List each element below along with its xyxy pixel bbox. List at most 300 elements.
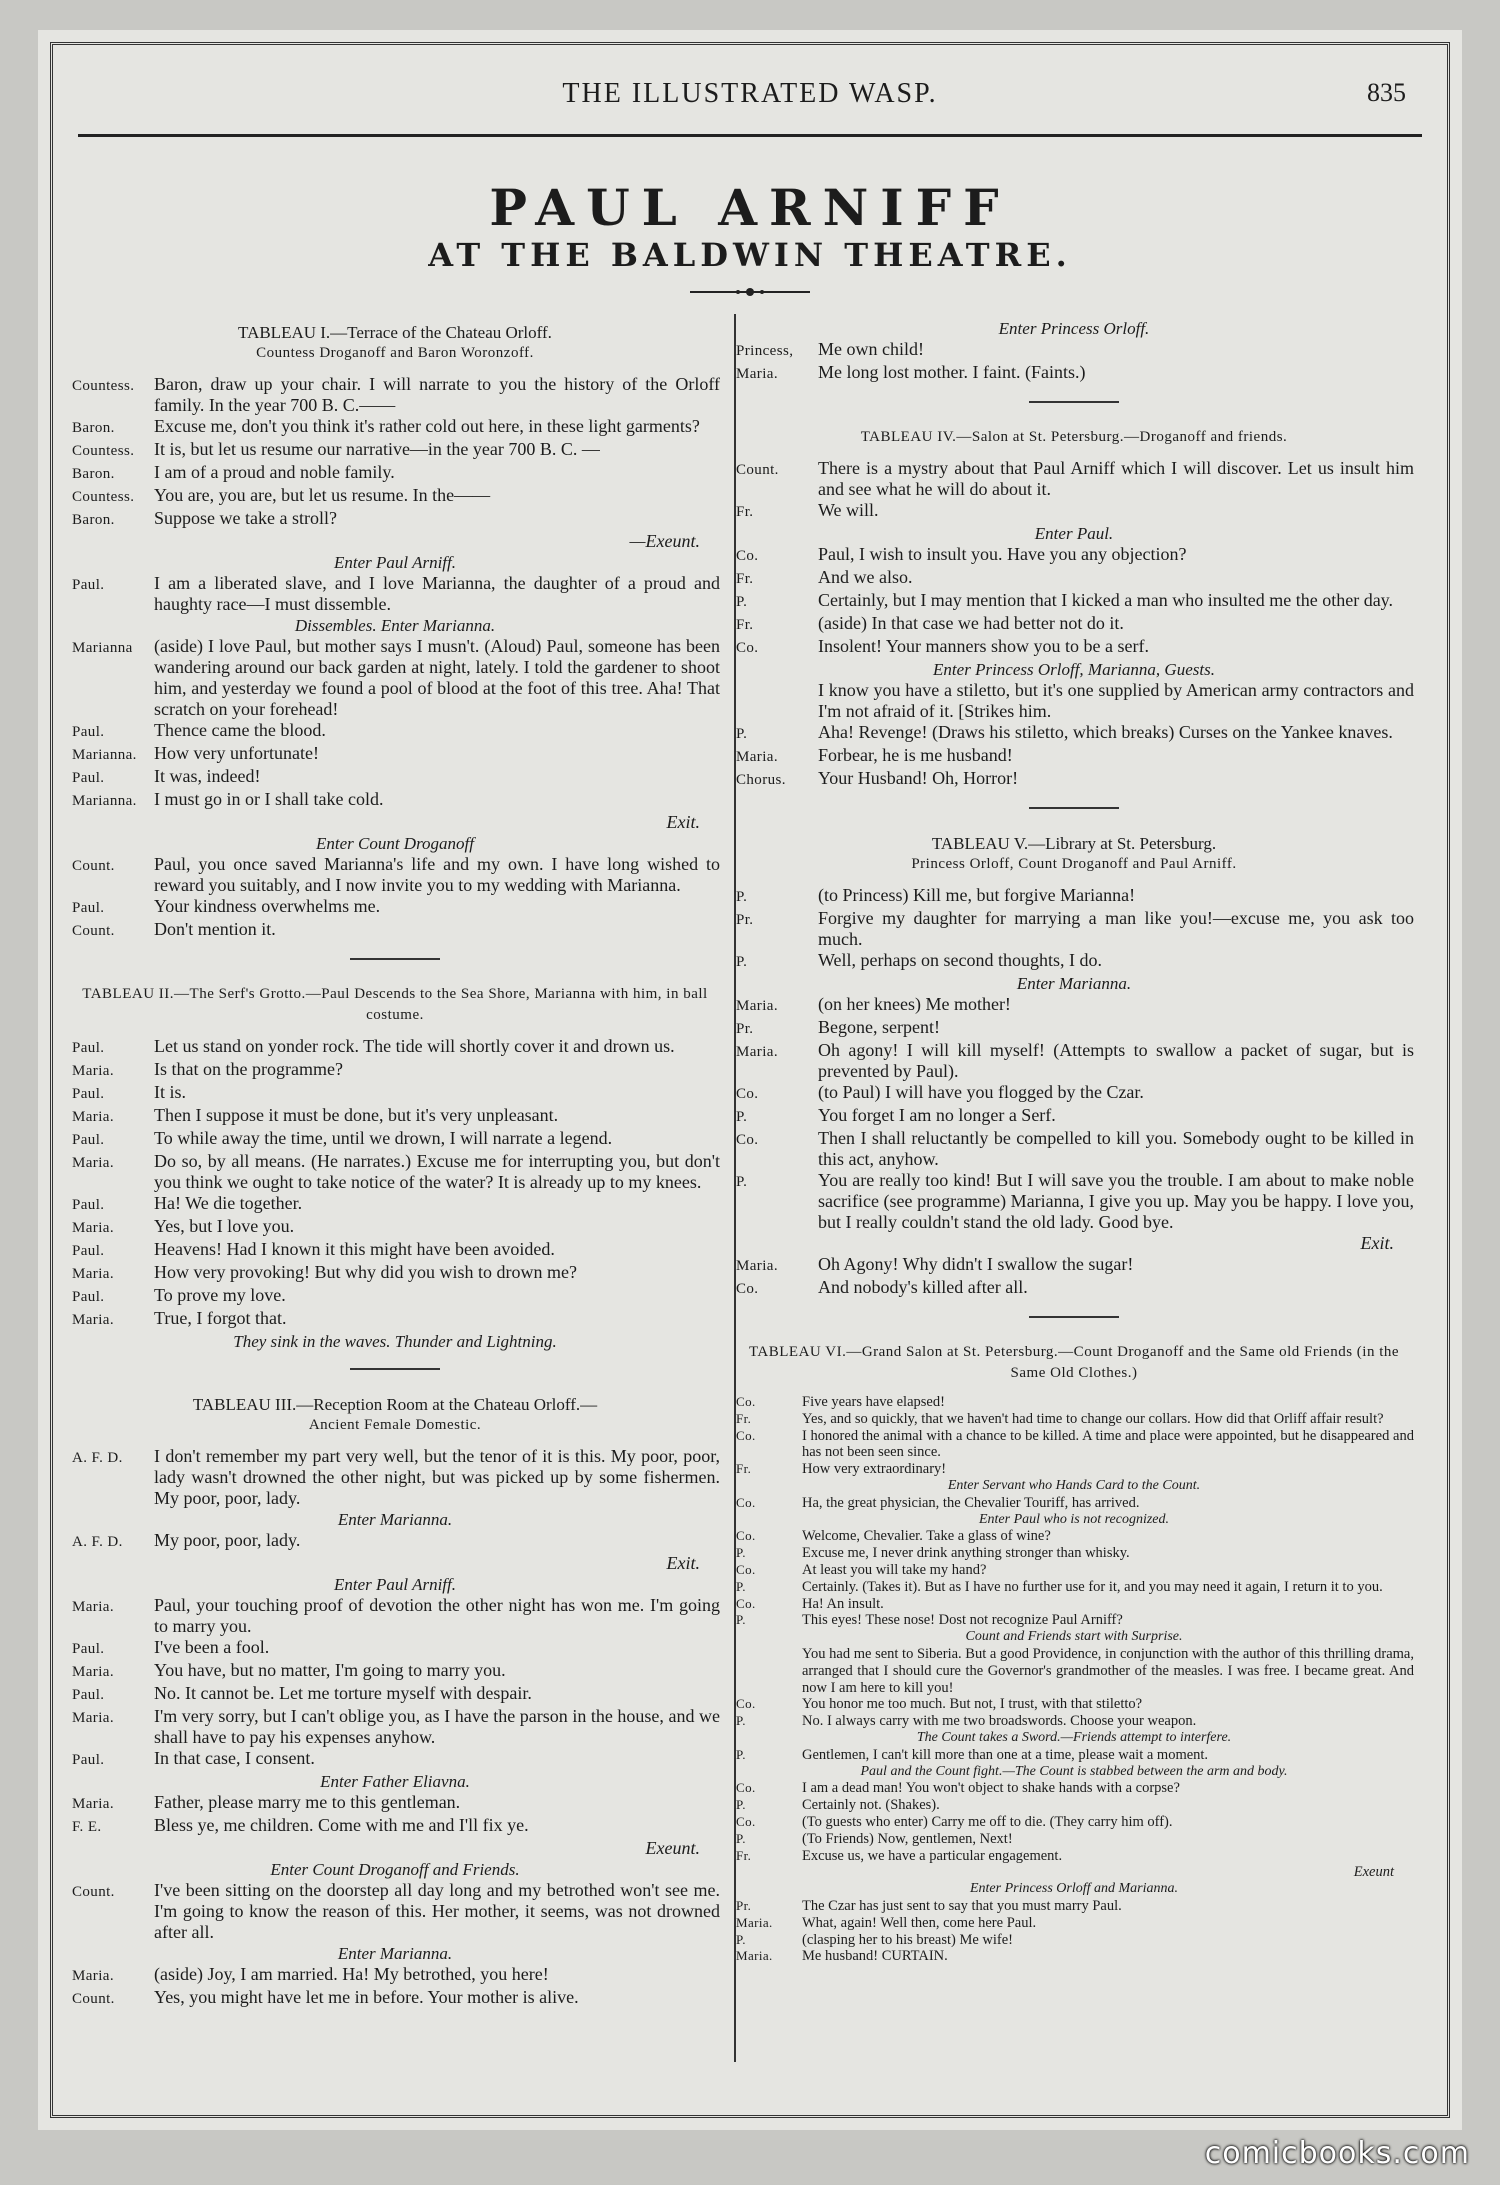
tableau-3-continued — [734, 318, 1414, 385]
dialogue-text: No. It cannot be. Let me torture myself with despair. — [154, 1683, 532, 1703]
dialogue-text: Excuse us, we have a particular engagement. — [802, 1847, 1063, 1864]
tableau-1-heading — [70, 322, 720, 364]
dialogue-text: It is. — [154, 1082, 187, 1102]
dialogue-text: How very provoking! But why did you wish to drown me? — [154, 1262, 577, 1282]
dialogue-line — [70, 1815, 720, 1838]
dialogue-line — [70, 1792, 720, 1815]
section-divider — [350, 958, 440, 960]
dialogue-text: (to Princess) Kill me, but forgive Marianna! — [818, 885, 1136, 905]
dialogue-text: You have, but no matter, I'm going to marry you. — [154, 1660, 506, 1680]
dialogue-text: This eyes! These nose! Dost not recognize Paul Arniff? — [802, 1612, 1123, 1629]
speaker-name: Maria. — [736, 1044, 778, 1060]
dialogue-line — [734, 544, 1414, 567]
stage-direction: Enter Marianna. — [1016, 974, 1132, 993]
dialogue-text: I don't remember my part very well, but the tenor of it is this. My poor, poor, lady wasn't drowned the other night, but was picked up by some fishermen. My poor, poor, lady. — [154, 1446, 720, 1508]
stage-direction: The Count takes a Sword.—Friends attempt to interfere. — [916, 1729, 1232, 1745]
dialogue-line — [70, 1128, 720, 1151]
dialogue-line — [734, 1898, 1414, 1915]
speaker-name: Maria. — [736, 749, 778, 765]
dialogue-text: Ha, the great physician, the Chevalier Touriff, has arrived. — [802, 1494, 1140, 1511]
speaker-name: P. — [736, 1578, 746, 1594]
dialogue-text: How very extraordinary! — [802, 1461, 947, 1478]
stage-direction: Enter Princess Orloff. — [998, 319, 1150, 338]
dialogue-line — [70, 1059, 720, 1082]
speaker-name: Paul. — [72, 1040, 105, 1056]
tableau-5-title: TABLEAU V.—Library at St. Petersburg. — [931, 834, 1217, 853]
dialogue-text: Don't mention it. — [154, 919, 276, 939]
speaker-name: Maria. — [736, 1258, 778, 1274]
speaker-name: Paul. — [72, 770, 105, 786]
speaker-name: Paul. — [72, 1132, 105, 1148]
tableau-6-heading — [734, 1342, 1414, 1384]
dialogue-line — [734, 1082, 1414, 1105]
dialogue-line — [70, 1239, 720, 1262]
dialogue-line — [70, 1151, 720, 1193]
dialogue-text: Oh agony! I will kill myself! (Attempts to swallow a packet of sugar, but is prevented by Paul). — [818, 1040, 1414, 1081]
dialogue-text: Paul, I wish to insult you. Have you any objection? — [818, 544, 1187, 564]
dialogue-text: Me own child! — [818, 339, 924, 359]
dialogue-text: My poor, poor, lady. — [154, 1530, 301, 1550]
dialogue-text: Thence came the blood. — [154, 720, 326, 740]
dialogue-line — [70, 1637, 720, 1660]
dialogue-text: Baron, draw up your chair. I will narrate to you the history of the Orloff family. In the year 700 B. C.—— — [154, 374, 720, 415]
dialogue-line — [70, 508, 720, 531]
dialogue-text: In that case, I consent. — [154, 1748, 315, 1768]
dialogue-line — [734, 1596, 1414, 1613]
exit-direction: —Exeunt. — [629, 531, 700, 551]
tableau-3-heading — [70, 1394, 720, 1436]
speaker-name: Countess. — [72, 489, 135, 505]
tableau-4-dialogue — [734, 458, 1414, 791]
dialogue-text: Me husband! CURTAIN. — [802, 1948, 948, 1965]
dialogue-line — [70, 1987, 720, 2010]
speaker-name: Co. — [736, 1813, 756, 1829]
speaker-name: P. — [736, 1746, 746, 1762]
dialogue-text: (aside) I love Paul, but mother says I musn't. (Aloud) Paul, someone has been wandering around our back garden at night, lately. I told the gardener to shoot him, and yesterday we found a pool of blood at the foot of this tree. Aha! That scratch on your forehead! — [154, 636, 720, 719]
tableau-1-dialogue — [70, 374, 720, 942]
dialogue-line — [734, 1128, 1414, 1170]
dialogue-text: Then I shall reluctantly be compelled to kill you. Somebody ought to be killed in this act, anyhow. — [818, 1128, 1414, 1169]
stage-direction: Enter Princess Orloff and Marianna. — [969, 1881, 1179, 1897]
dialogue-line — [734, 500, 1414, 523]
dialogue-text: I know you have a stiletto, but it's one supplied by American army contractors and I'm not afraid of it. [Strikes him. — [818, 680, 1414, 721]
dialogue-text: (on her knees) Me mother! — [818, 994, 1011, 1014]
speaker-name: Marianna. — [72, 747, 137, 763]
dialogue-text: Paul, you once saved Marianna's life and my own. I have long wished to reward you suitably, and I now invite you to my wedding with Marianna. — [154, 854, 720, 895]
speaker-name: Co. — [736, 1595, 756, 1611]
dialogue-line — [70, 1595, 720, 1637]
dialogue-text: Welcome, Chevalier. Take a glass of wine? — [802, 1528, 1051, 1545]
dialogue-text: Then I suppose it must be done, but it's very unpleasant. — [154, 1105, 559, 1125]
page-subtitle: AT THE BALDWIN THEATRE. — [428, 236, 1072, 274]
dialogue-text: At least you will take my hand? — [802, 1561, 987, 1578]
stage-direction: Enter Marianna. — [337, 1944, 453, 1963]
speaker-name: Maria. — [72, 1599, 114, 1615]
title-ornament — [690, 286, 810, 298]
dialogue-line — [734, 1915, 1414, 1932]
speaker-name: Paul. — [72, 1289, 105, 1305]
speaker-name: Count. — [736, 462, 779, 478]
dialogue-text: I've been a fool. — [154, 1637, 270, 1657]
dialogue-line — [70, 1964, 720, 1987]
dialogue-text: What, again! Well then, come here Paul. — [802, 1914, 1037, 1931]
dialogue-line — [734, 908, 1414, 950]
speaker-name: Maria. — [72, 1109, 114, 1125]
stage-direction: Enter Count Droganoff — [315, 834, 475, 853]
speaker-name: Maria. — [72, 1710, 114, 1726]
speaker-name: Fr. — [736, 571, 754, 587]
dialogue-line — [70, 854, 720, 896]
dialogue-text: I honored the animal with a chance to be killed. A time and place were appointed, but he disappeared and has not been seen since. — [802, 1427, 1414, 1461]
dialogue-line — [734, 1495, 1414, 1512]
dialogue-line — [734, 1411, 1414, 1428]
speaker-name: P. — [736, 726, 748, 742]
dialogue-line — [70, 896, 720, 919]
dialogue-text: (clasping her to his breast) Me wife! — [802, 1931, 1013, 1948]
section-divider — [1029, 1316, 1119, 1318]
dialogue-line — [734, 1528, 1414, 1545]
dialogue-text: Your Husband! Oh, Horror! — [818, 768, 1019, 788]
dialogue-text: Forbear, he is me husband! — [818, 745, 1013, 765]
exit-direction: Exit. — [666, 812, 700, 832]
header-rule — [78, 134, 1422, 137]
dialogue-line — [70, 766, 720, 789]
speaker-name: Marianna — [72, 640, 133, 656]
speaker-name: Pr. — [736, 912, 754, 928]
speaker-name: Paul. — [72, 1752, 105, 1768]
dialogue-line — [734, 1428, 1414, 1462]
tableau-2-title: TABLEAU II.—The Serf's Grotto.—Paul Descends to the Sea Shore, Marianna with him, in ball costume. — [82, 986, 708, 1023]
stage-direction: Enter Paul Arniff. — [334, 553, 456, 572]
dialogue-line — [70, 462, 720, 485]
speaker-name: Baron. — [72, 420, 115, 436]
left-column — [70, 318, 720, 2010]
speaker-name: A. F. D. — [72, 1450, 123, 1466]
speaker-name: Fr. — [736, 1461, 752, 1477]
dialogue-line — [734, 1040, 1414, 1082]
speaker-name: Paul. — [72, 1243, 105, 1259]
dialogue-line — [70, 374, 720, 416]
dialogue-line — [734, 1579, 1414, 1596]
tableau-4-heading — [734, 427, 1414, 448]
speaker-name: Countess. — [72, 443, 135, 459]
dialogue-text: Your kindness overwhelms me. — [154, 896, 381, 916]
speaker-name: Pr. — [736, 1021, 754, 1037]
dialogue-text: To while away the time, until we drown, I will narrate a legend. — [154, 1128, 613, 1148]
speaker-name: Baron. — [72, 512, 115, 528]
dialogue-line — [734, 1713, 1414, 1730]
speaker-name: Pr. — [736, 1897, 752, 1913]
speaker-name: F. E. — [72, 1819, 102, 1835]
dialogue-line — [70, 1036, 720, 1059]
dialogue-line — [70, 743, 720, 766]
stage-direction: Enter Marianna. — [337, 1510, 453, 1529]
speaker-name: P. — [736, 1109, 748, 1125]
page-title: PAUL ARNIFF — [489, 178, 1011, 237]
dialogue-line — [70, 1530, 720, 1553]
speaker-name: Co. — [736, 640, 759, 656]
dialogue-text: I am a liberated slave, and I love Marianna, the daughter of a proud and haughty race—I must dissemble. — [154, 573, 720, 614]
speaker-name: Countess. — [72, 378, 135, 394]
dialogue-line — [734, 1461, 1414, 1478]
dialogue-text: (aside) In that case we had better not do it. — [818, 613, 1124, 633]
speaker-name: Co. — [736, 1696, 756, 1712]
right-column — [734, 318, 1414, 1965]
speaker-name: Co. — [736, 1394, 756, 1409]
dialogue-text: No. I always carry with me two broadswords. Choose your weapon. — [802, 1713, 1197, 1730]
stage-direction: They sink in the waves. Thunder and Lightning. — [233, 1332, 557, 1351]
dialogue-text: Yes, but I love you. — [154, 1216, 295, 1236]
dialogue-text: Let us stand on yonder rock. The tide will shortly cover it and drown us. — [154, 1036, 675, 1056]
speaker-name: Co. — [736, 1427, 756, 1443]
dialogue-text: Forgive my daughter for marrying a man like you!—excuse me, you ask too much. — [818, 908, 1414, 949]
dialogue-text: I am a dead man! You won't object to shake hands with a corpse? — [802, 1780, 1180, 1797]
dialogue-line — [734, 1545, 1414, 1562]
speaker-name: P. — [736, 1174, 748, 1190]
speaker-name: Maria. — [72, 1155, 114, 1171]
dialogue-text: Oh Agony! Why didn't I swallow the sugar! — [818, 1254, 1134, 1274]
exit-direction: Exeunt. — [645, 1838, 700, 1858]
dialogue-text: It was, indeed! — [154, 766, 261, 786]
tableau-5-cast: Princess Orloff, Count Droganoff and Paul Arniff. — [911, 856, 1237, 872]
dialogue-text: Ha! An insult. — [802, 1595, 884, 1612]
stage-direction: Count and Friends start with Surprise. — [965, 1629, 1183, 1645]
speaker-name: Paul. — [72, 1086, 105, 1102]
dialogue-line — [70, 1660, 720, 1683]
speaker-name: Paul. — [72, 1197, 105, 1213]
dialogue-line — [734, 1394, 1414, 1411]
section-divider — [1029, 807, 1119, 809]
dialogue-text: Bless ye, me children. Come with me and I'll fix ye. — [154, 1815, 529, 1835]
dialogue-line — [734, 362, 1414, 385]
dialogue-line — [734, 567, 1414, 590]
stage-direction: Enter Paul who is not recognized. — [978, 1511, 1170, 1527]
dialogue-line — [734, 1170, 1414, 1233]
speaker-name: Maria. — [72, 1968, 114, 1984]
speaker-name: Maria. — [72, 1266, 114, 1282]
dialogue-line — [734, 1932, 1414, 1949]
speaker-name: Co. — [736, 1086, 759, 1102]
speaker-name: Count. — [72, 1991, 115, 2007]
dialogue-text: Well, perhaps on second thoughts, I do. — [818, 950, 1103, 970]
dialogue-text: Certainly. (Takes it). But as I have no further use for it, and you may need it again, I return it to you. — [802, 1578, 1383, 1595]
dialogue-line — [734, 680, 1414, 722]
dialogue-text: You had me sent to Siberia. But a good Providence, in conjunction with the author of this thrilling drama, arranged that I should cure the Governor's grandmother of the measles. I was free. I became great. And now I am here to kill you! — [802, 1645, 1414, 1696]
dialogue-line — [70, 1446, 720, 1509]
dialogue-line — [70, 1308, 720, 1331]
speaker-name: Chorus. — [736, 772, 786, 788]
dialogue-line — [70, 1285, 720, 1308]
tableau-4-title: TABLEAU IV.—Salon at St. Petersburg.—Droganoff and friends. — [860, 429, 1288, 445]
speaker-name: Co. — [736, 1528, 756, 1544]
dialogue-text: Gentlemen, I can't kill more than one at a time, please wait a moment. — [802, 1746, 1209, 1763]
speaker-name: P. — [736, 1830, 746, 1846]
dialogue-text: True, I forgot that. — [154, 1308, 287, 1328]
dialogue-line — [70, 416, 720, 439]
dialogue-text: Excuse me, I never drink anything stronger than whisky. — [802, 1545, 1130, 1562]
dialogue-text: Suppose we take a stroll? — [154, 508, 337, 528]
dialogue-line — [734, 745, 1414, 768]
speaker-name: Count. — [72, 1884, 115, 1900]
tableau-3-dialogue — [70, 1446, 720, 2010]
dialogue-text: I am of a proud and noble family. — [154, 462, 395, 482]
tableau-3-cast: Ancient Female Domestic. — [308, 1417, 482, 1433]
dialogue-text: Do so, by all means. (He narrates.) Excuse me for interrupting you, but don't you think we ought to take notice of the water? It is already up to my knees. — [154, 1151, 720, 1192]
stage-direction: Enter Father Eliavna. — [320, 1772, 470, 1791]
dialogue-text: And we also. — [818, 567, 913, 587]
dialogue-line — [70, 1683, 720, 1706]
speaker-name: Maria. — [736, 366, 778, 382]
dialogue-text: We will. — [818, 500, 879, 520]
dialogue-text: (To guests who enter) Carry me off to die. (They carry him off). — [802, 1813, 1173, 1830]
dialogue-line — [734, 613, 1414, 636]
speaker-name: P. — [736, 889, 748, 905]
dialogue-text: There is a mystry about that Paul Arniff which I will discover. Let us insult him and see what he will do about it. — [818, 458, 1414, 499]
speaker-name: Maria. — [72, 1220, 114, 1236]
dialogue-text: You are really too kind! But I will save you the trouble. I am about to make noble sacrifice (see programme) Marianna, I give you up. May you be happy. I love you, but I really couldn't stand the old lady. Good bye. — [818, 1170, 1414, 1232]
speaker-name: Baron. — [72, 466, 115, 482]
speaker-name: P. — [736, 1713, 746, 1729]
stage-direction: Enter Paul Arniff. — [334, 1575, 456, 1594]
dialogue-text: Father, please marry me to this gentleman. — [154, 1792, 461, 1812]
dialogue-line — [70, 1748, 720, 1771]
dialogue-text: You forget I am no longer a Serf. — [818, 1105, 1056, 1125]
tableau-3-title: TABLEAU III.—Reception Room at the Chateau Orloff.— — [192, 1395, 598, 1414]
dialogue-text: And nobody's killed after all. — [818, 1277, 1028, 1297]
stage-direction: Enter Count Droganoff and Friends. — [270, 1860, 520, 1879]
tableau-1-cast: Countess Droganoff and Baron Woronzoff. — [256, 345, 534, 361]
dialogue-text: Certainly, but I may mention that I kicked a man who insulted me the other day. — [818, 590, 1394, 610]
speaker-name: P. — [736, 1797, 746, 1813]
speaker-name: Fr. — [736, 617, 754, 633]
dialogue-line — [734, 636, 1414, 659]
page-number: 835 — [1367, 78, 1406, 107]
speaker-name: Paul. — [72, 1641, 105, 1657]
dialogue-text: Aha! Revenge! (Draws his stiletto, which breaks) Curses on the Yankee knaves. — [818, 722, 1393, 742]
dialogue-text: Certainly not. (Shakes). — [802, 1797, 940, 1814]
exit-direction: Exit. — [666, 1553, 700, 1573]
speaker-name: Count. — [72, 923, 115, 939]
dialogue-line — [734, 994, 1414, 1017]
tableau-5-dialogue — [734, 885, 1414, 1300]
dialogue-line — [734, 1814, 1414, 1831]
speaker-name: Fr. — [736, 504, 754, 520]
masthead: THE ILLUSTRATED WASP. — [562, 78, 938, 109]
section-divider — [350, 1368, 440, 1370]
tableau-6-dialogue — [734, 1394, 1414, 1965]
dialogue-line — [734, 1780, 1414, 1797]
dialogue-line — [70, 919, 720, 942]
dialogue-line — [70, 439, 720, 462]
dialogue-text: Begone, serpent! — [818, 1017, 940, 1037]
dialogue-text: (to Paul) I will have you flogged by the Czar. — [818, 1082, 1144, 1102]
dialogue-line — [734, 1848, 1414, 1865]
dialogue-text: You are, you are, but let us resume. In the—— — [154, 485, 491, 505]
dialogue-line — [734, 1797, 1414, 1814]
dialogue-text: Insolent! Your manners show you to be a serf. — [818, 636, 1149, 656]
speaker-name: Co. — [736, 1132, 759, 1148]
dialogue-text: Yes, and so quickly, that we haven't had time to change our collars. How did that Orliff affair result? — [802, 1410, 1384, 1427]
dialogue-text: Ha! We die together. — [154, 1193, 303, 1213]
exit-direction: Exit. — [1360, 1233, 1394, 1253]
dialogue-text: It is, but let us resume our narrative—in the year 700 B. C. — — [154, 439, 600, 459]
tableau-1-title: TABLEAU I.—Terrace of the Chateau Orloff. — [238, 323, 552, 342]
dialogue-text: (aside) Joy, I am married. Ha! My betrothed, you here! — [154, 1964, 549, 1984]
dialogue-line — [70, 1706, 720, 1748]
dialogue-line — [734, 768, 1414, 791]
speaker-name: Fr. — [736, 1847, 752, 1863]
speaker-name: Co. — [736, 1561, 756, 1577]
dialogue-line — [70, 789, 720, 812]
speaker-name: Maria. — [72, 1063, 114, 1079]
dialogue-text: Heavens! Had I known it this might have been avoided. — [154, 1239, 555, 1259]
exit-direction: Exeunt — [1353, 1864, 1394, 1881]
site-watermark: comicbooks.com — [1204, 2136, 1470, 2171]
speaker-name: Maria. — [72, 1796, 114, 1812]
dialogue-text: You honor me too much. But not, I trust, with that stiletto? — [802, 1696, 1143, 1713]
dialogue-line — [70, 1216, 720, 1239]
tableau-2-dialogue — [70, 1036, 720, 1352]
speaker-name: P. — [736, 1931, 746, 1947]
dialogue-line — [734, 1277, 1414, 1300]
stage-direction: Enter Servant who Hands Card to the Count. — [947, 1477, 1201, 1493]
speaker-name: Paul. — [72, 577, 105, 593]
speaker-name: Co. — [736, 1494, 756, 1510]
dialogue-line — [70, 1105, 720, 1128]
stage-direction: Enter Princess Orloff, Marianna, Guests. — [933, 660, 1215, 679]
dialogue-text: Paul, your touching proof of devotion the other night has won me. I'm going to marry you. — [154, 1595, 720, 1636]
dialogue-text: Is that on the programme? — [154, 1059, 343, 1079]
speaker-name: Maria. — [736, 1914, 773, 1930]
dialogue-text: (To Friends) Now, gentlemen, Next! — [802, 1830, 1013, 1847]
speaker-name: Co. — [736, 1281, 759, 1297]
speaker-name: Maria. — [72, 1664, 114, 1680]
magazine-page — [38, 30, 1462, 2130]
speaker-name: P. — [736, 1612, 746, 1628]
stage-direction: Enter Paul. — [1034, 524, 1114, 543]
dialogue-line — [734, 1612, 1414, 1629]
dialogue-line — [734, 1747, 1414, 1764]
dialogue-text: Five years have elapsed! — [802, 1394, 945, 1410]
dialogue-text: Excuse me, don't you think it's rather cold out here, in these light garments? — [154, 416, 700, 436]
dialogue-line — [70, 636, 720, 720]
dialogue-line — [734, 458, 1414, 500]
dialogue-line — [734, 722, 1414, 745]
dialogue-text: Me long lost mother. I faint. (Faints.) — [818, 362, 1086, 382]
section-divider — [1029, 401, 1119, 403]
speaker-name: Princess, — [736, 343, 794, 359]
dialogue-line — [70, 1082, 720, 1105]
speaker-name: Co. — [736, 1780, 756, 1796]
dialogue-text: I must go in or I shall take cold. — [154, 789, 384, 809]
dialogue-text: The Czar has just sent to say that you must marry Paul. — [802, 1897, 1122, 1914]
speaker-name: Fr. — [736, 1410, 752, 1426]
dialogue-line — [734, 950, 1414, 973]
speaker-name: Paul. — [72, 1687, 105, 1703]
dialogue-text: Yes, you might have let me in before. Your mother is alive. — [154, 1987, 579, 2007]
tableau-5-heading — [734, 833, 1414, 875]
speaker-name: P. — [736, 594, 748, 610]
stage-direction: Paul and the Count fight.—The Count is stabbed between the arm and body. — [860, 1763, 1288, 1779]
dialogue-text: To prove my love. — [154, 1285, 286, 1305]
dialogue-line — [734, 1562, 1414, 1579]
speaker-name: P. — [736, 954, 748, 970]
dialogue-line — [734, 1254, 1414, 1277]
dialogue-line — [734, 885, 1414, 908]
speaker-name: Co. — [736, 548, 759, 564]
dialogue-line — [734, 1017, 1414, 1040]
dialogue-line — [70, 485, 720, 508]
